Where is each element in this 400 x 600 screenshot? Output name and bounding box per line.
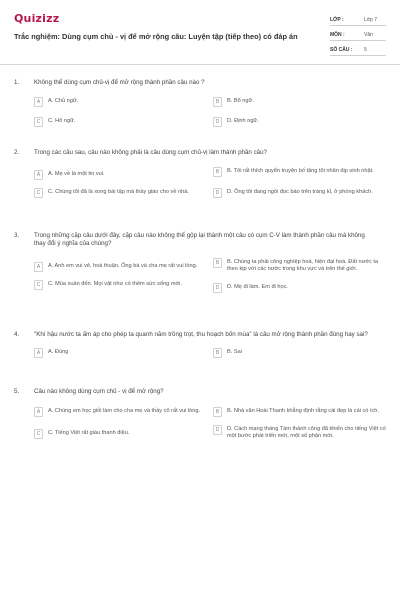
option-row [34,425,386,440]
option-text: A. Anh em vui vẻ, hoà thuận. Ông bà và cha mẹ rất vui lòng. [48,263,198,269]
option-text: A. Đúng [48,349,69,355]
option-text: A. Chúng em học giỏi làm cho cha mẹ và thầy cô rất vui lòng. [48,408,201,414]
option-letter: A [34,97,43,107]
option-row [34,407,386,417]
option-letter: C [34,117,43,127]
option-text: B. Nhà văn Hoài Thanh khẳng định rằng cái đẹp là cái có ích. [227,408,379,414]
option-text: C. Mùa xuân đến. Mọi vật như có thêm sức sống mới. [48,281,182,288]
option-a[interactable] [34,97,207,107]
question-1 [14,79,386,127]
option-text: B. Sai [227,349,242,355]
option-row [34,280,386,293]
option-letter: A [34,170,43,180]
option-a[interactable] [34,407,207,417]
option-row [34,188,386,198]
option-b[interactable] [213,167,386,180]
option-row [34,97,386,107]
option-text: C. Tiếng Việt rất giàu thanh điệu. [48,430,130,436]
option-c[interactable] [34,280,207,293]
option-b[interactable] [213,407,386,417]
option-letter: C [34,188,43,198]
option-text: C. Chúng tôi đã là xong bài tập mà thầy giáo cho về nhà. [48,189,189,195]
option-text: A. Chủ ngữ. [48,98,79,104]
question-number: 3. [14,232,20,239]
question-5 [14,388,386,440]
meta-subject-value: Văn [364,32,373,38]
option-row [34,167,386,180]
header-divider [0,64,400,65]
option-text: B. Chúng ta phải công nghiệp hoá, hiện đại hoá. Đất nước ta theo kịp với các nước trong khu vực và trên thế giới. [227,259,379,273]
question-number: 2. [14,149,20,156]
option-letter: A [34,262,43,272]
option-a[interactable] [34,348,207,358]
option-d[interactable] [213,280,386,293]
question-3-head [14,232,386,248]
option-c[interactable] [34,425,207,440]
option-d[interactable] [213,425,386,440]
quizizz-logo: Quizizz [14,12,60,25]
option-b[interactable] [213,258,386,273]
option-letter: D [213,425,222,435]
option-letter: B [213,97,222,107]
option-letter: C [34,280,43,290]
worksheet-meta [330,11,386,56]
option-text: D. Mẹ đi làm. Em đi học. [227,284,288,291]
option-row [34,258,386,273]
meta-subject [330,26,386,41]
question-text: Trong các câu sau, câu nào không phải là câu dùng cụm chủ-vị làm thành phần câu? [34,149,267,156]
question-3 [14,232,386,293]
option-text: C. Hô ngữ. [48,118,76,124]
option-letter: B [213,258,222,268]
question-text: Trong những cặp câu dưới đây, cặp câu nào không thể gộp lại thành một câu có cụm C-V làm thành phần câu mà không thay đổi ý nghĩa của chúng? [34,232,365,247]
question-number: 4. [14,331,20,338]
question-text: Không thể dùng cụm chủ-vị để mở rộng thành phần câu nào ? [34,79,205,86]
option-text: D. Ông tôi đang ngồi đọc báo trên tràng kỉ, ở phòng khách. [227,189,373,195]
option-text: D. Cách mạng tháng Tám thành công đã khiến cho tiếng Việt có một bước phát triển mới, một số phận mới. [227,426,386,440]
question-number: 1. [14,79,20,86]
option-row [34,117,386,127]
option-a[interactable] [34,167,207,180]
question-5-head [14,388,386,396]
option-letter: C [34,429,43,439]
option-letter: D [213,117,222,127]
worksheet-title: Trắc nghiệm: Dùng cụm chủ - vị để mở rộng câu: Luyện tập (tiếp theo) có đáp án [14,32,298,41]
question-1-options [34,97,386,127]
question-1-head [14,79,386,87]
option-b[interactable] [213,97,386,107]
meta-grade-label: LỚP : [330,17,344,23]
meta-subject-label: MÔN : [330,32,345,38]
option-letter: D [213,283,222,293]
question-4-options [34,348,386,358]
question-5-options [34,407,386,440]
option-text: B. Tôi rất thích quyển truyện bố tặng tôi nhân dịp sinh nhật. [227,168,374,174]
option-row [34,348,386,358]
question-text: Câu nào không dùng cụm chủ - vị để mở rộng? [34,388,164,395]
meta-grade [330,11,386,26]
question-2 [14,149,386,198]
question-text: "Khí hậu nước ta ấm áp cho phép ta quanh năm trồng trọt, thu hoạch bốn mùa" là câu mở rộng thành phần đúng hay sai? [34,331,368,338]
option-letter: A [34,348,43,358]
meta-count-label: SỐ CÂU : [330,47,353,53]
option-letter: B [213,167,222,177]
option-c[interactable] [34,188,207,198]
option-text: B. Bổ ngữ. [227,98,254,104]
option-letter: B [213,348,222,358]
question-4 [14,331,386,358]
option-a[interactable] [34,258,207,273]
question-2-options [34,167,386,198]
option-c[interactable] [34,117,207,127]
option-letter: B [213,407,222,417]
option-letter: A [34,407,43,417]
question-2-head [14,149,386,157]
meta-grade-value: Lớp 7 [364,17,378,23]
option-letter: D [213,188,222,198]
question-3-options [34,258,386,293]
question-number: 5. [14,388,20,395]
option-d[interactable] [213,117,386,127]
meta-count [330,41,386,56]
question-4-head [14,331,386,339]
option-text: A. Mẹ về là một tin vui. [48,171,105,177]
option-text: D. Định ngữ. [227,118,259,124]
option-d[interactable] [213,188,386,198]
option-b[interactable] [213,348,386,358]
meta-count-value: 5 [364,47,367,53]
